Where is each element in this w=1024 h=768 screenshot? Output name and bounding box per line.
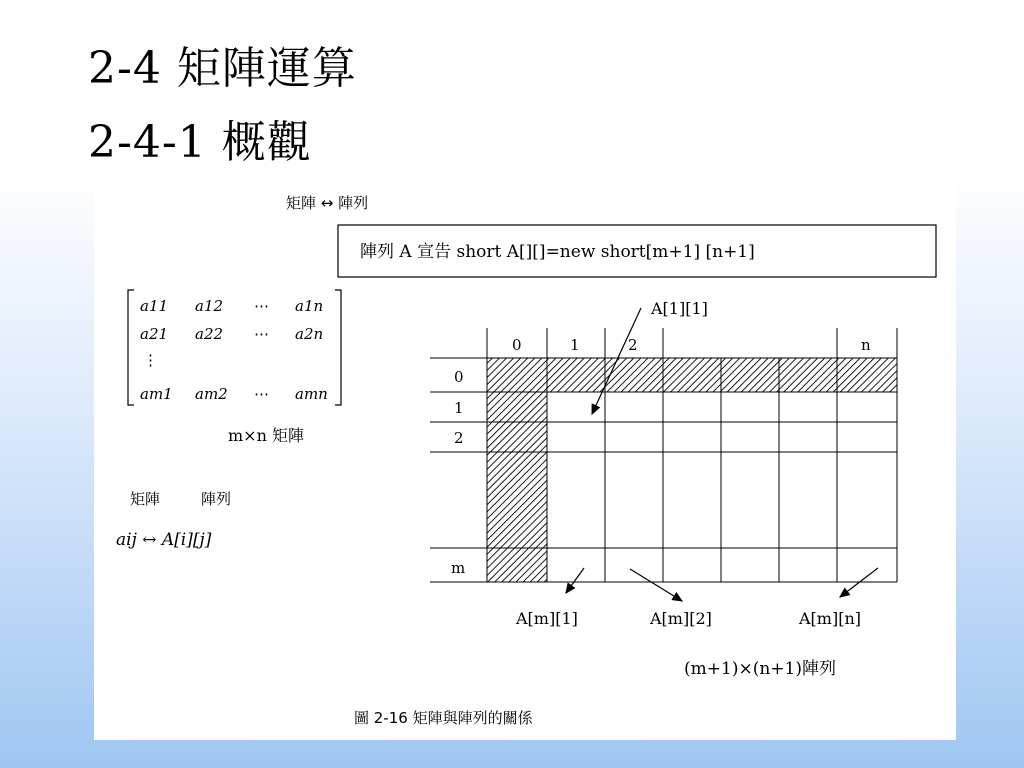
matrix-left-bracket bbox=[128, 290, 134, 405]
matrix-entry: ⋯ bbox=[254, 297, 269, 315]
matrix-entry: a22 bbox=[195, 325, 224, 343]
slide-title: 2-4 矩陣運算 bbox=[88, 43, 357, 94]
grid-row-header: m bbox=[451, 559, 466, 577]
callout-amn-label: A[m][n] bbox=[799, 609, 861, 628]
matrix-entry: ⋮ bbox=[143, 351, 158, 369]
figure-caption: 圖 2-16 矩陣與陣列的關係 bbox=[354, 709, 533, 727]
matrix-caption: m×n 矩陣 bbox=[228, 426, 304, 445]
figure-panel bbox=[94, 183, 956, 740]
matrix-entry: ⋯ bbox=[254, 325, 269, 343]
callout-am2-arrow bbox=[630, 569, 682, 601]
callout-am1-arrow bbox=[566, 568, 584, 593]
slide-subtitle: 2-4-1 概觀 bbox=[88, 117, 312, 168]
matrix-entry: am2 bbox=[195, 385, 228, 403]
label-matrix: 矩陣 bbox=[130, 490, 161, 508]
grid-row-header: 0 bbox=[454, 368, 464, 386]
grid-row-header: 1 bbox=[454, 399, 464, 417]
matrix-entry: ⋯ bbox=[254, 385, 269, 403]
relation-formula: aij ↔ A[i][j] bbox=[116, 530, 212, 550]
declaration-text: 陣列 A 宣告 short A[][]=new short[m+1] [n+1] bbox=[360, 242, 755, 262]
grid-col-header: 1 bbox=[570, 336, 580, 354]
matrix-array-diagram bbox=[94, 183, 956, 740]
matrix-entry: amn bbox=[295, 385, 328, 403]
hatched-row-0 bbox=[487, 358, 897, 392]
matrix-entry: a12 bbox=[195, 297, 224, 315]
grid-col-header: n bbox=[861, 336, 871, 354]
mapping-header: 矩陣 ↔ 陣列 bbox=[286, 194, 369, 212]
callout-am1-label: A[m][1] bbox=[516, 609, 578, 628]
matrix-entry: am1 bbox=[140, 385, 173, 403]
callout-a11-label: A[1][1] bbox=[651, 299, 708, 318]
callout-am2-label: A[m][2] bbox=[650, 609, 712, 628]
matrix-entry: a1n bbox=[295, 297, 324, 315]
grid-row-header: 2 bbox=[454, 429, 464, 447]
hatched-column-0 bbox=[487, 392, 547, 582]
matrix-right-bracket bbox=[335, 290, 341, 405]
label-array: 陣列 bbox=[201, 490, 232, 508]
array-size-label: (m+1)×(n+1)陣列 bbox=[684, 659, 836, 679]
matrix-entry: a21 bbox=[140, 325, 169, 343]
grid-col-header: 2 bbox=[628, 336, 638, 354]
matrix-entry: a2n bbox=[295, 325, 324, 343]
grid-col-header: 0 bbox=[512, 336, 522, 354]
matrix-entry: a11 bbox=[140, 297, 169, 315]
